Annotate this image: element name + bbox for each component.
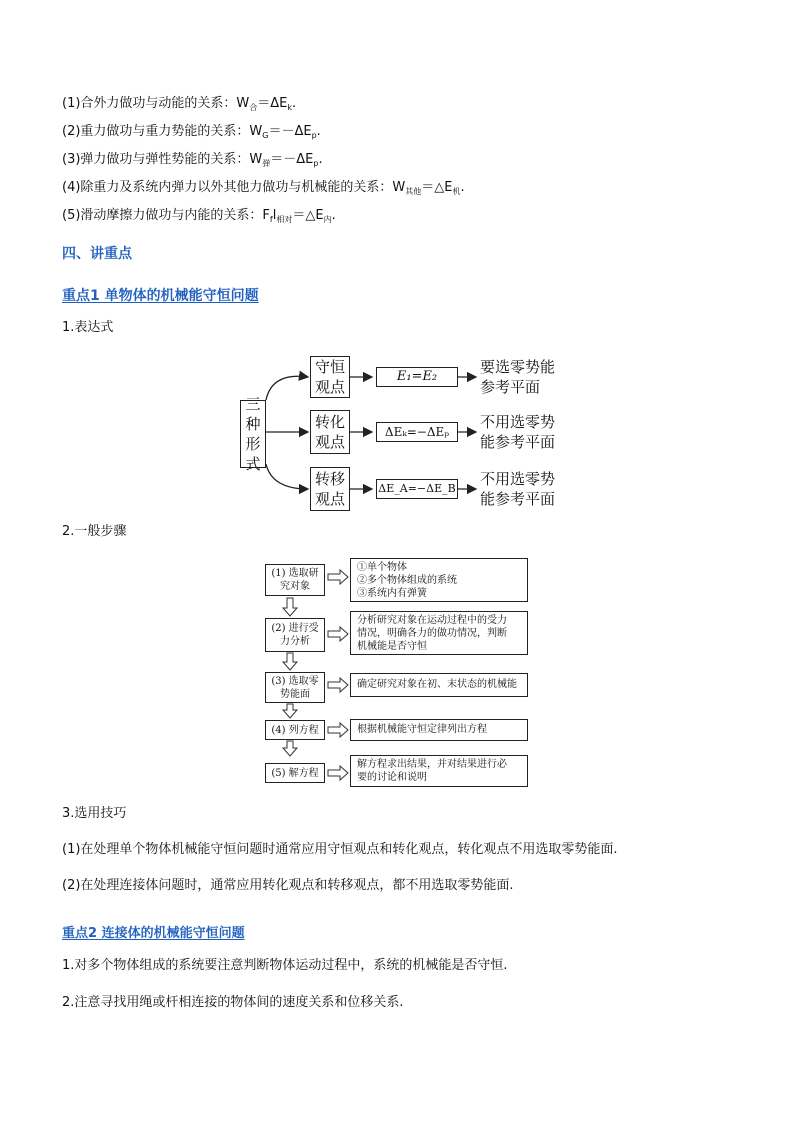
step-label-box — [265, 763, 325, 783]
item3-title: 3.选用技巧 — [62, 806, 127, 821]
step-desc-line: 要的讨论和说明 — [357, 772, 427, 783]
relation-sub2: 相对 — [276, 215, 293, 224]
note — [480, 357, 572, 397]
root-char: 式 — [245, 455, 261, 473]
step-desc-box — [350, 755, 528, 787]
tip-2: (2)在处理连接体问题时，通常应用转化观点和转移观点，都不用选取零势能面. — [62, 878, 514, 893]
formula-text: E₁=E₂ — [396, 369, 438, 384]
root-char: 形 — [245, 435, 261, 453]
step-label: (3) 选取零 — [271, 675, 319, 687]
relation-1 — [62, 95, 296, 117]
note — [480, 469, 572, 509]
step-label: 势能面 — [280, 688, 310, 700]
note-line: 参考平面 — [480, 378, 541, 396]
step-label: (1) 选取研 — [271, 568, 319, 579]
relation-sub: 其他 — [405, 187, 422, 196]
key2-item-1: 1.对多个物体组成的系统要注意判断物体运动过程中，系统的机械能是否守恒. — [62, 958, 508, 973]
step-label: 究对象 — [280, 581, 310, 592]
key2-title: 重点2 连接体的机械能守恒问题 — [62, 926, 245, 941]
note-line: 能参考平面 — [480, 433, 556, 451]
view-label: 转移 — [314, 470, 345, 488]
view-box-conservation — [310, 356, 350, 398]
relation-sub2: 机 — [452, 187, 461, 196]
view-box-conversion — [310, 410, 350, 454]
relation-end: ＝△E — [292, 208, 324, 223]
relation-text: (3)弹力做功与弹性势能的关系：W — [62, 152, 263, 167]
step-desc-line: 机械能是否守恒 — [357, 641, 427, 652]
relation-2 — [62, 123, 321, 145]
view-label: 观点 — [314, 378, 345, 396]
step-label: 力分析 — [280, 636, 310, 647]
note-line: 要选零势能 — [480, 358, 556, 376]
step-desc-line: 分析研究对象在运动过程中的受力 — [357, 615, 507, 626]
relation-sub2: k — [287, 103, 293, 112]
step-label-box — [265, 618, 325, 652]
root-char: 三 — [245, 395, 261, 413]
relation-sub2: p — [313, 159, 319, 168]
note-line: 不用选零势 — [480, 413, 556, 431]
section-title: 四、讲重点 — [62, 246, 132, 262]
formula-text: ΔE_A=−ΔE_B — [378, 482, 456, 495]
formula-box — [376, 479, 458, 499]
root-box — [240, 395, 266, 473]
relation-sub2: p — [311, 131, 317, 140]
relation-sub: G — [262, 131, 269, 140]
step-label: (2) 进行受 — [271, 623, 319, 634]
view-box-transfer — [310, 467, 350, 511]
relation-3 — [62, 151, 323, 173]
view-label: 观点 — [314, 433, 345, 451]
relation-sub: f — [269, 215, 273, 224]
view-label: 观点 — [314, 490, 345, 508]
note — [480, 412, 572, 452]
step-label-box — [265, 720, 325, 740]
relation-end2: . — [331, 208, 336, 223]
step-desc-box — [350, 719, 528, 741]
expression-diagram — [232, 352, 572, 512]
step-desc-line: ①单个物体 — [357, 562, 407, 573]
formula-box — [376, 422, 458, 442]
step-desc-line: ③系统内有弹簧 — [357, 588, 427, 599]
key1-title: 重点1 单物体的机械能守恒问题 — [62, 288, 259, 304]
root-char: 种 — [245, 415, 261, 433]
relation-sub: 弹 — [262, 159, 271, 168]
steps-diagram — [262, 556, 532, 788]
item2-title: 2.一般步骤 — [62, 524, 127, 539]
step-desc-line: 根据机械能守恒定律列出方程 — [357, 724, 487, 735]
note-line: 不用选零势 — [480, 470, 556, 488]
step-desc-box — [350, 611, 528, 655]
relation-text: (4)除重力及系统内弹力以外其他力做功与机械能的关系：W — [62, 180, 406, 195]
key2-item-2: 2.注意寻找用绳或杆相连接的物体间的速度关系和位移关系. — [62, 995, 404, 1010]
relation-rest: ＝－ΔE — [270, 152, 314, 167]
step-label-box — [265, 672, 325, 703]
relation-rest: ＝－ΔE — [268, 124, 312, 139]
relation-end: . — [460, 180, 465, 195]
step-desc-line: 确定研究对象在初、末状态的机械能 — [357, 679, 517, 690]
relation-5 — [62, 207, 336, 229]
relation-text: (1)合外力做功与动能的关系：W — [62, 96, 250, 111]
relation-rest: ＝△E — [421, 180, 453, 195]
relation-text: (2)重力做功与重力势能的关系：W — [62, 124, 263, 139]
step-desc-box — [350, 673, 528, 697]
relation-rest: ＝ΔE — [257, 96, 288, 111]
view-label: 守恒 — [314, 358, 345, 376]
step-label: (5) 解方程 — [271, 767, 319, 779]
formula-text: ΔEₖ=−ΔEₚ — [384, 425, 450, 439]
step-label: (4) 列方程 — [271, 724, 319, 736]
step-label-box — [265, 564, 325, 596]
tip-1: (1)在处理单个物体机械能守恒问题时通常应用守恒观点和转化观点，转化观点不用选取零势能面. — [62, 842, 618, 857]
relation-sub3: 内 — [323, 215, 332, 224]
relation-rest: l — [272, 208, 277, 223]
item1-title: 1.表达式 — [62, 320, 114, 335]
relation-4 — [62, 179, 465, 201]
step-desc-line: 解方程求出结果，并对结果进行必 — [357, 759, 507, 770]
formula-box — [376, 367, 458, 387]
relation-text: (5)滑动摩擦力做功与内能的关系：F — [62, 208, 270, 223]
relation-sub: 合 — [249, 103, 258, 112]
step-desc-line: ②多个物体组成的系统 — [357, 575, 457, 586]
relation-end: . — [316, 124, 321, 139]
step-desc-line: 情况，明确各力的做功情况，判断 — [357, 628, 507, 639]
relation-end: . — [292, 96, 297, 111]
view-label: 转化 — [314, 413, 345, 431]
step-desc-box — [350, 558, 528, 602]
relation-end: . — [318, 152, 323, 167]
note-line: 能参考平面 — [480, 490, 556, 508]
